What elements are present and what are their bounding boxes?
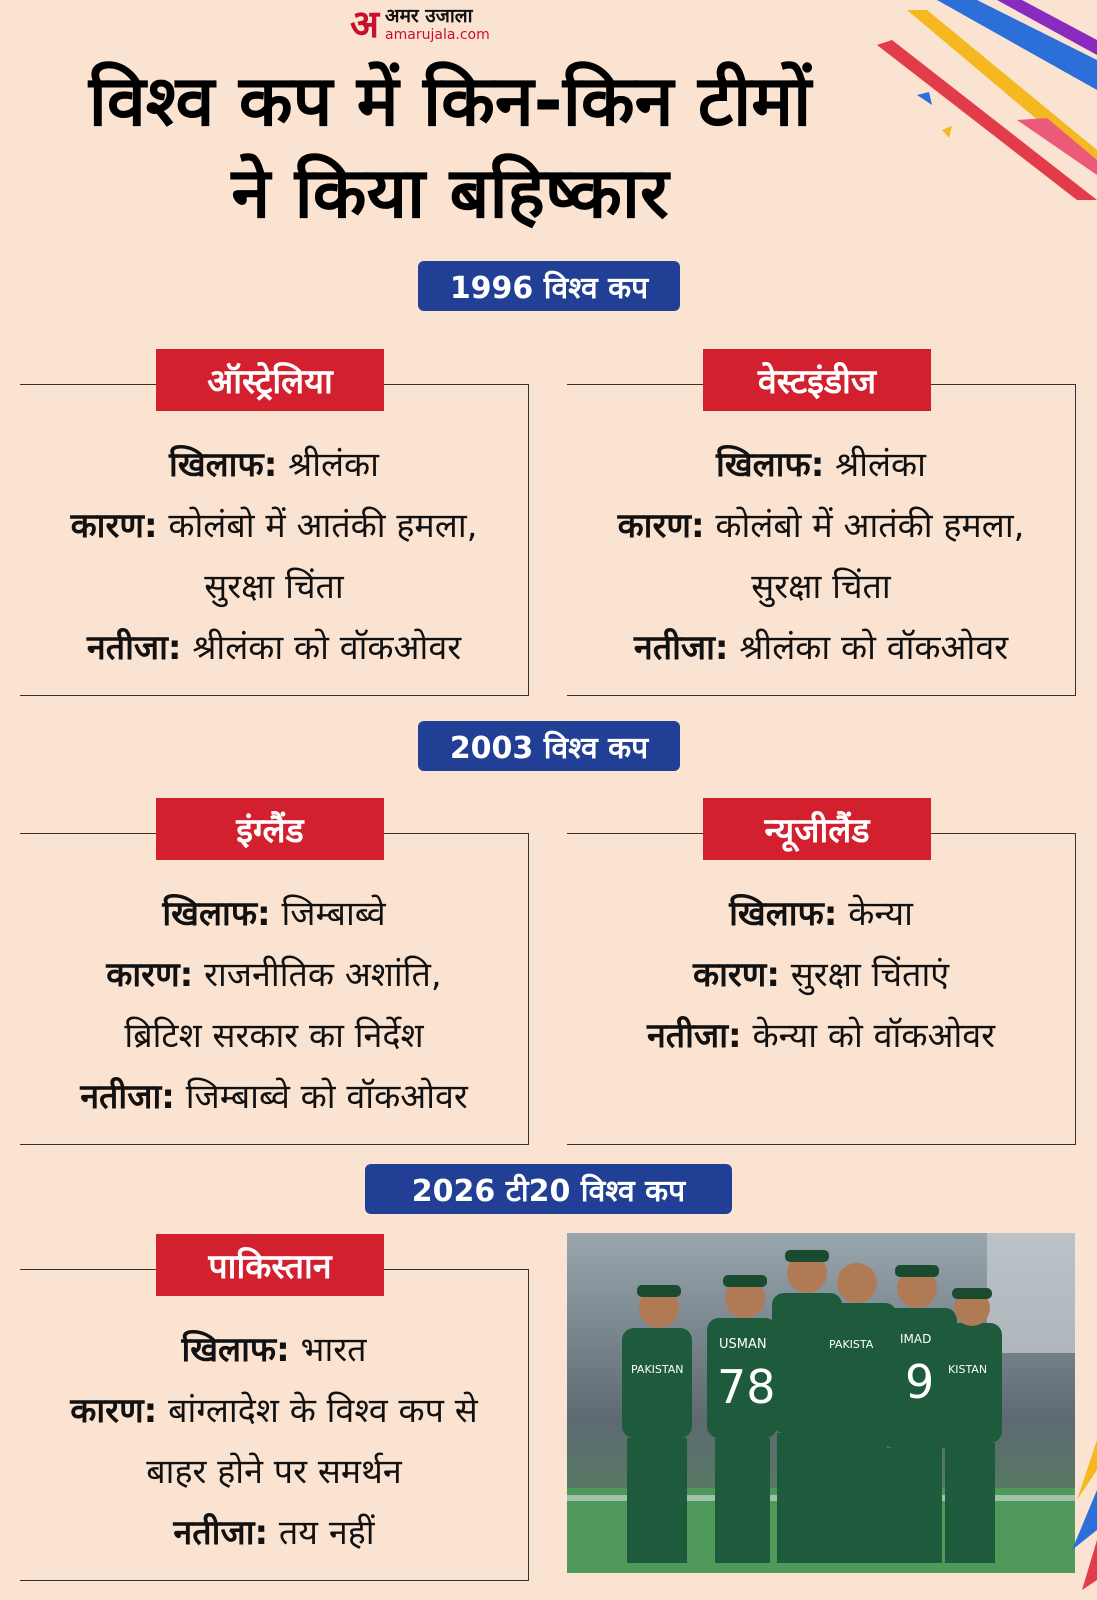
- against-value: भारत: [300, 1330, 367, 1370]
- boycott-card-australia: [20, 362, 529, 696]
- reason-label: कारण:: [70, 1391, 158, 1431]
- jersey-number: 9: [905, 1355, 935, 1409]
- team-tag: ऑस्ट्रेलिया: [156, 349, 384, 411]
- result-value: केन्या को वॉकओवर: [752, 1016, 996, 1056]
- boycott-card-england: [20, 811, 529, 1145]
- team-photo-illustration: [567, 1233, 1075, 1573]
- boycott-card-pakistan: [20, 1247, 529, 1581]
- reason-label: कारण:: [70, 506, 158, 546]
- against-value: जिम्बाब्वे: [281, 894, 386, 934]
- reason-label: कारण:: [106, 955, 194, 995]
- reason-value: राजनीतिक अशांति,: [204, 955, 442, 995]
- result-label: नतीजा:: [633, 628, 729, 668]
- boycott-card-west-indies: [567, 362, 1076, 696]
- against-value: श्रीलंका: [835, 445, 926, 485]
- jersey-name: USMAN: [719, 1337, 767, 1352]
- reason-label: कारण:: [617, 506, 705, 546]
- result-value: तय नहीं: [278, 1513, 375, 1553]
- boycott-card-new-zealand: [567, 811, 1076, 1145]
- year-pill-2026: 2026 टी20 विश्व कप: [365, 1164, 732, 1214]
- against-label: खिलाफ:: [181, 1330, 290, 1370]
- team-tag: न्यूजीलैंड: [703, 798, 931, 860]
- result-label: नतीजा:: [86, 628, 182, 668]
- result-value: श्रीलंका को वॉकओवर: [192, 628, 462, 668]
- result-label: नतीजा:: [80, 1077, 175, 1117]
- team-tag: वेस्टइंडीज: [703, 349, 931, 411]
- team-tag: इंग्लैंड: [156, 798, 384, 860]
- logo-url: amarujala.com: [385, 26, 490, 43]
- reason-value-cont: सुरक्षा चिंता: [204, 567, 344, 607]
- against-label: खिलाफ:: [716, 445, 825, 485]
- pakistan-team-photo: [567, 1233, 1075, 1573]
- logo-name: अमर उजाला: [385, 4, 473, 27]
- reason-value: बांग्लादेश के विश्व कप से: [168, 1391, 478, 1431]
- amar-ujala-logo: [350, 1, 490, 46]
- reason-value: कोलंबो में आतंकी हमला,: [168, 506, 478, 546]
- year-pill-1996: 1996 विश्व कप: [418, 261, 680, 311]
- jersey-name: IMAD: [900, 1332, 932, 1346]
- against-value: श्रीलंका: [288, 445, 379, 485]
- decorative-streaks: [817, 0, 1097, 210]
- result-value: श्रीलंका को वॉकओवर: [739, 628, 1009, 668]
- jersey-text: PAKISTA: [829, 1338, 874, 1351]
- jersey-text: PAKISTAN: [631, 1363, 684, 1376]
- reason-value: कोलंबो में आतंकी हमला,: [715, 506, 1025, 546]
- logo-mark: अ: [350, 1, 380, 46]
- team-tag: पाकिस्तान: [156, 1234, 384, 1296]
- reason-value-cont: ब्रिटिश सरकार का निर्देश: [124, 1016, 424, 1056]
- reason-value-cont: सुरक्षा चिंता: [751, 567, 891, 607]
- result-label: नतीजा:: [173, 1513, 269, 1553]
- against-value: केन्या: [848, 894, 913, 934]
- against-label: खिलाफ:: [729, 894, 838, 934]
- jersey-number: 78: [717, 1360, 776, 1414]
- reason-value: सुरक्षा चिंताएं: [790, 955, 950, 995]
- reason-label: कारण:: [692, 955, 780, 995]
- result-label: नतीजा:: [646, 1016, 742, 1056]
- against-label: खिलाफ:: [169, 445, 278, 485]
- result-value: जिम्बाब्वे को वॉकओवर: [185, 1077, 468, 1117]
- jersey-text: KISTAN: [948, 1363, 988, 1376]
- decorative-streaks-bottom: [1057, 1440, 1097, 1600]
- year-pill-2003: 2003 विश्व कप: [418, 721, 680, 771]
- reason-value-cont: बाहर होने पर समर्थन: [146, 1452, 402, 1492]
- against-label: खिलाफ:: [162, 894, 271, 934]
- page-title: विश्व कप में किन-किन टीमों ने किया बहिष्कार: [88, 60, 812, 234]
